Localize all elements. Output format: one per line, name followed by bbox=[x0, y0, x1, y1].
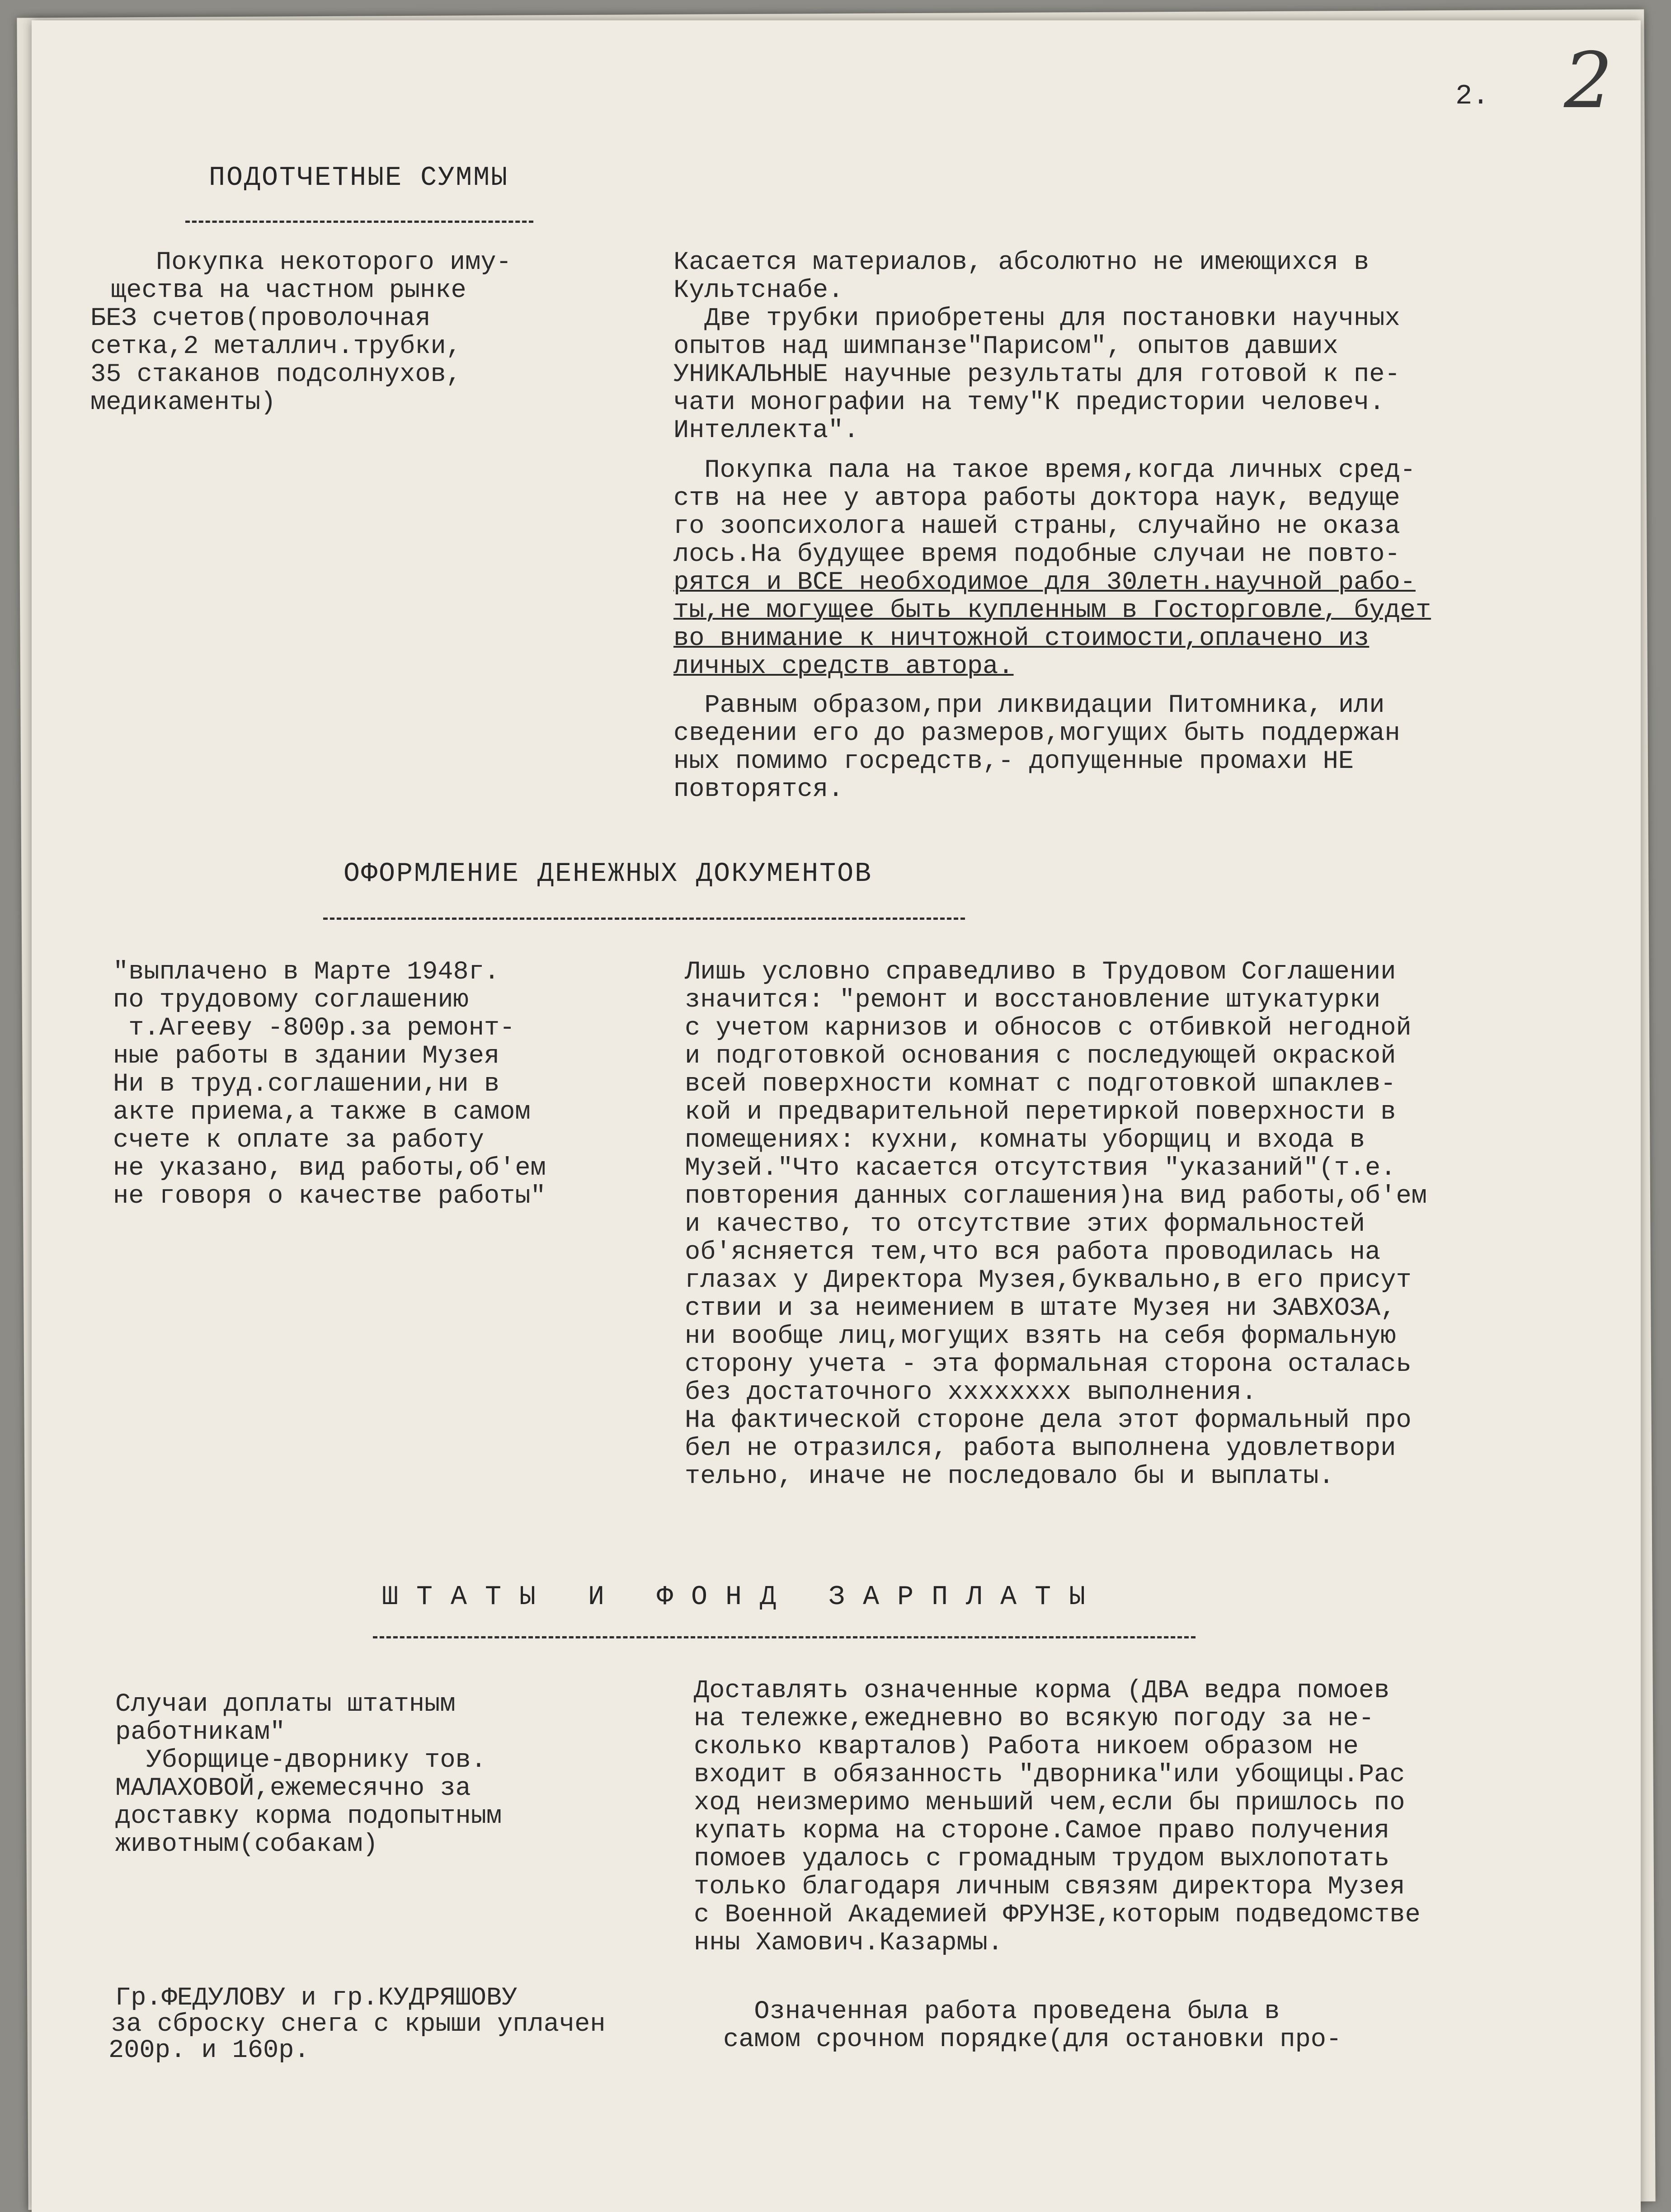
section-heading-money-documents: ОФОРМЛЕНИЕ ДЕНЕЖНЫХ ДОКУМЕНТОВ bbox=[344, 859, 873, 890]
text-line: акте приема,а также в самом bbox=[113, 1098, 531, 1127]
text-line: только благодаря личным связям директора Музея bbox=[694, 1873, 1405, 1901]
text-line: ход неизмеримо меньший чем,если бы пришлось по bbox=[694, 1788, 1405, 1817]
text-line: щества на частном рынке bbox=[111, 276, 466, 305]
text-line-underlined: ты,не могущее быть купленным в Госторговле, будет bbox=[673, 596, 1431, 625]
heading-rule bbox=[373, 1636, 1196, 1638]
text-line: кой и предварительной перетиркой поверхности в bbox=[685, 1098, 1396, 1127]
text-line: Случаи доплаты штатным bbox=[115, 1690, 456, 1719]
text-line: чати монографии на тему"К предистории человеч. bbox=[673, 388, 1385, 417]
text-line: Культснабе. bbox=[673, 276, 844, 305]
text-line: не указано, вид работы,об'ем bbox=[113, 1154, 546, 1183]
text-line: "выплачено в Марте 1948г. bbox=[113, 958, 500, 987]
text-line: за сброску снега с крыши уплачен bbox=[111, 2010, 606, 2039]
text-line: 35 стаканов подсолнухов, bbox=[90, 360, 461, 389]
text-line: сетка,2 металлич.трубки, bbox=[90, 332, 461, 361]
text-line: на тележке,ежедневно во всякую погоду за не- bbox=[694, 1704, 1374, 1733]
text-line: Касается материалов, абсолютно не имеющихся в bbox=[673, 248, 1370, 277]
text-line: и подготовкой основания с последующей окраской bbox=[685, 1042, 1396, 1071]
text-line: УНИКАЛЬНЫЕ научные результаты для готовой к пе- bbox=[673, 360, 1400, 389]
text-line: ных помимо госредств,- допущенные промахи НЕ bbox=[673, 747, 1354, 776]
text-line: го зоопсихолога нашей страны, случайно не оказа bbox=[673, 512, 1400, 541]
text-line-underlined: личных средств автора. bbox=[673, 652, 1014, 681]
text-line: повторятся. bbox=[673, 775, 844, 804]
text-line: бел не отразился, работа выполнена удовлетвори bbox=[685, 1434, 1396, 1463]
text-line: т.Агееву -800р.за ремонт- bbox=[113, 1014, 515, 1043]
text-line: с учетом карнизов и обносов с отбивкой негодной bbox=[685, 1014, 1412, 1043]
text-line: тельно, иначе не последовало бы и выплаты. bbox=[685, 1462, 1334, 1491]
text-line: сведении его до размеров,могущих быть поддержан bbox=[673, 719, 1400, 748]
text-line: лось.На будущее время подобные случаи не повто- bbox=[673, 540, 1400, 569]
text-line: Ни в труд.соглашении,ни в bbox=[113, 1070, 500, 1099]
text-line: глазах у Директора Музея,буквально,в его присут bbox=[685, 1266, 1412, 1295]
text-line: помоев удалось с громадным трудом выхлопотать bbox=[694, 1845, 1390, 1873]
text-line: ные работы в здании Музея bbox=[113, 1042, 500, 1071]
text-line: Означенная работа проведена была в bbox=[723, 1997, 1280, 2026]
text-line: животным(собакам) bbox=[115, 1830, 378, 1859]
text-line: помещениях: кухни, комнаты уборщиц и входа в bbox=[685, 1126, 1365, 1155]
text-line: На фактической стороне дела этот формальный про bbox=[685, 1406, 1412, 1435]
text-line: и качество, то отсутствие этих формальностей bbox=[685, 1210, 1365, 1239]
text-line: Доставлять означенные корма (ДВА ведра помоев bbox=[694, 1676, 1390, 1705]
text-line: всей поверхности комнат с подготовкой шпаклев- bbox=[685, 1070, 1396, 1099]
text-line: работникам" bbox=[115, 1718, 286, 1747]
text-line: счете к оплате за работу bbox=[113, 1126, 484, 1155]
text-line: входит в обязанность "дворника"или убощицы.Рас bbox=[694, 1760, 1405, 1789]
text-line-underlined: рятся и ВСЕ необходимое для 30летн.научной рабо- bbox=[673, 568, 1416, 597]
text-line: ств на нее у автора работы доктора наук, ведуще bbox=[673, 484, 1400, 513]
text-line: Музей."Что касается отсутствия "указаний"(т.е. bbox=[685, 1154, 1396, 1183]
text-line: БЕЗ счетов(проволочная bbox=[90, 304, 431, 333]
text-line-underlined: во внимание к ничтожной стоимости,оплачено из bbox=[673, 624, 1370, 653]
text-line: Уборщице-дворнику тов. bbox=[115, 1746, 486, 1775]
text-line: медикаменты) bbox=[90, 388, 276, 417]
text-line: Лишь условно справедливо в Трудовом Соглашении bbox=[685, 958, 1396, 987]
text-line: опытов над шимпанзе"Парисом", опытов давших bbox=[673, 332, 1338, 361]
text-line: самом срочном порядке(для остановки про- bbox=[723, 2025, 1342, 2054]
text-line: ствии и за неимением в штате Музея ни ЗАВХОЗА, bbox=[685, 1294, 1396, 1323]
text-line: МАЛАХОВОЙ,ежемесячно за bbox=[115, 1774, 471, 1803]
text-line: по трудовому соглашению bbox=[113, 986, 469, 1015]
heading-rule bbox=[185, 221, 533, 223]
text-line: 200р. и 160р. bbox=[108, 2036, 310, 2065]
text-line: доставку корма подопытным bbox=[115, 1802, 502, 1831]
heading-rule bbox=[323, 918, 965, 920]
text-line: ни вообще лиц,могущих взять на себя формальную bbox=[685, 1322, 1396, 1351]
section-heading-staff-and-payroll: ШТАТЫ И ФОНД ЗАРПЛАТЫ bbox=[382, 1582, 1104, 1613]
text-line: Покупка пала на такое время,когда личных сред- bbox=[673, 456, 1416, 485]
text-line: с Военной Академией ФРУНЗЕ,которым подведомстве bbox=[694, 1901, 1421, 1930]
text-line: не говоря о качестве работы" bbox=[113, 1182, 546, 1211]
text-line: значится: "ремонт и восстановление штукатурки bbox=[685, 986, 1381, 1015]
page-number-typed: 2. bbox=[1455, 80, 1489, 112]
text-line: сколько кварталов) Работа никоем образом не bbox=[694, 1732, 1359, 1761]
text-line: нны Хамович.Казармы. bbox=[694, 1929, 1003, 1958]
text-line: Интеллекта". bbox=[673, 416, 859, 445]
text-line: Гр.ФЕДУЛОВУ и гр.КУДРЯШОВУ bbox=[115, 1984, 518, 2013]
page-number-handwritten: 2 bbox=[1564, 36, 1613, 126]
text-line: Равным образом,при ликвидации Питомника, или bbox=[673, 691, 1385, 720]
text-line: сторону учета - эта формальная сторона осталась bbox=[685, 1350, 1412, 1379]
text-line: повторения данных соглашения)на вид работы,об'ем bbox=[685, 1182, 1427, 1211]
text-line: об'ясняется тем,что вся работа проводилась на bbox=[685, 1238, 1381, 1267]
text-line: без достаточного хххххххх выполнения. bbox=[685, 1378, 1257, 1407]
text-line: купать корма на стороне.Самое право получения bbox=[694, 1817, 1390, 1845]
text-line: Покупка некоторого иму- bbox=[156, 248, 512, 277]
section-heading-accountable-sums: ПОДОТЧЕТНЫЕ СУММЫ bbox=[209, 163, 509, 193]
text-line: Две трубки приобретены для постановки научных bbox=[673, 304, 1400, 333]
